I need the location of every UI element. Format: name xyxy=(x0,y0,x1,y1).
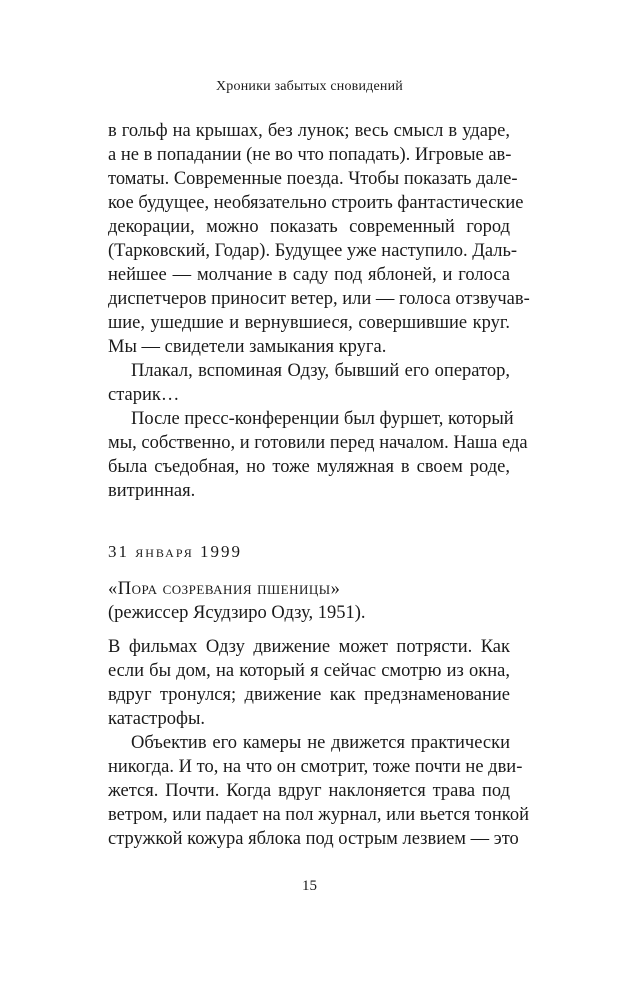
text-line: Плакал, вспоминая Одзу, бывший его оператор, xyxy=(131,361,510,381)
text-line: (Тарковский, Годар). Будущее уже наступило. Даль- xyxy=(108,241,518,261)
text-line: мы, собственно, и готовили перед началом. Наша еда xyxy=(108,433,528,453)
text-line: стружкой кожура яблока под острым лезвием — это xyxy=(108,829,519,849)
text-line: диспетчеров приносит ветер, или — голоса отзвучав- xyxy=(108,289,530,309)
entry-date: 31 января 1999 xyxy=(108,542,243,561)
text-line: если бы дом, на который я сейчас смотрю из окна, xyxy=(108,661,510,681)
text-line: В фильмах Одзу движение может потрясти. Как xyxy=(108,637,510,657)
text-line: шие, ушедшие и вернувшиеся, совершившие круг. xyxy=(108,313,510,333)
text-line: томаты. Современные поезда. Чтобы показать дале- xyxy=(108,169,518,189)
running-head: Хроники забытых сновидений xyxy=(215,79,403,94)
text-line: Мы — свидетели замыкания круга. xyxy=(108,337,387,357)
text-line: кое будущее, необязательно строить фантастические xyxy=(108,193,524,213)
text-line: никогда. И то, на что он смотрит, тоже почти не дви- xyxy=(108,757,523,777)
text-line: в гольф на крышах, без лунок; весь смысл в ударе, xyxy=(108,121,510,141)
text-line: старик… xyxy=(108,385,180,405)
text-line: вдруг тронулся; движение как предзнаменование xyxy=(108,685,510,705)
text-line: Объектив его камеры не движется практически xyxy=(131,733,510,753)
text-line: декорации, можно показать современный город xyxy=(108,217,510,237)
text-line: После пресс-конференции был фуршет, который xyxy=(131,409,514,429)
text-line: витринная. xyxy=(108,481,196,501)
film-title: «Пора созревания пшеницы» xyxy=(108,579,341,599)
page-number: 15 xyxy=(302,878,317,894)
text-line: а не в попадании (не во что попадать). Игровые ав- xyxy=(108,145,512,165)
text-line: ветром, или падает на пол журнал, или вьется тонкой xyxy=(108,805,529,825)
text-line: нейшее — молчание в саду под яблоней, и голоса xyxy=(108,265,510,285)
film-credit: (режиссер Ясудзиро Одзу, 1951). xyxy=(108,603,366,623)
text-line: была съедобная, но тоже муляжная в своем роде, xyxy=(108,457,510,477)
text-line: катастрофы. xyxy=(108,709,206,729)
text-line: жется. Почти. Когда вдруг наклоняется трава под xyxy=(108,781,510,801)
